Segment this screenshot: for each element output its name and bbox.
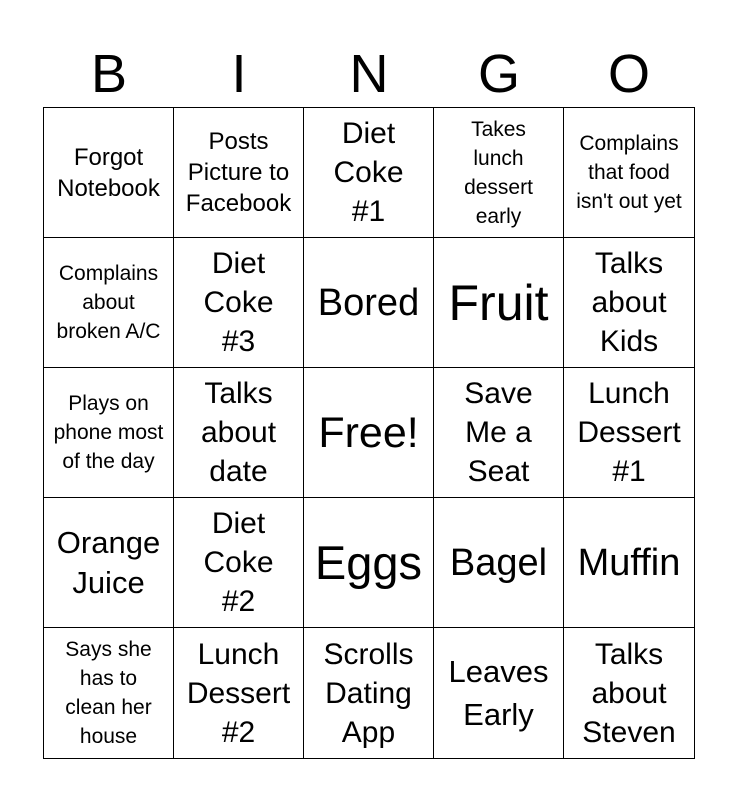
cell-text: Talks about date	[200, 377, 277, 488]
cell-text: Fruit	[448, 274, 549, 331]
cell-text: Muffin	[577, 541, 681, 584]
bingo-cell[interactable]	[174, 108, 304, 238]
cell-text: Complains that food isn't out yet	[576, 132, 682, 213]
bingo-cell[interactable]	[564, 498, 694, 628]
bingo-cell[interactable]	[304, 108, 434, 238]
bingo-cell[interactable]	[434, 498, 564, 628]
cell-text: Complains about broken A/C	[56, 262, 161, 343]
bingo-cell free-cell[interactable]	[304, 368, 434, 498]
cell-text: Eggs	[314, 535, 423, 589]
bingo-cell[interactable]	[174, 368, 304, 498]
cell-text: Talks about Steven	[582, 637, 676, 749]
cell-text: Diet Coke #3	[203, 247, 274, 358]
bingo-cell[interactable]	[434, 368, 564, 498]
cell-text: Talks about Kids	[591, 247, 667, 358]
cell-text: Orange Juice	[56, 524, 161, 600]
bingo-cell[interactable]	[564, 238, 694, 368]
bingo-cell[interactable]	[434, 238, 564, 368]
bingo-header	[44, 40, 694, 108]
bingo-cell[interactable]	[174, 498, 304, 628]
bingo-cell[interactable]	[174, 628, 304, 758]
bingo-cell[interactable]	[44, 368, 174, 498]
cell-text: Free!	[318, 408, 419, 457]
bingo-cell[interactable]	[44, 498, 174, 628]
bingo-cell[interactable]	[304, 628, 434, 758]
cell-text: Save Me a Seat	[464, 377, 533, 488]
bingo-cell[interactable]	[304, 238, 434, 368]
cell-text: Takes lunch dessert early	[464, 117, 533, 228]
bingo-cell[interactable]	[564, 628, 694, 758]
cell-text: Lunch Dessert #2	[186, 637, 291, 749]
cell-text: Diet Coke #1	[333, 117, 404, 228]
bingo-cell[interactable]	[174, 238, 304, 368]
cell-text: Bored	[317, 281, 420, 324]
cell-text: Scrolls Dating App	[323, 637, 414, 749]
bingo-cell[interactable]	[44, 238, 174, 368]
cell-text: Says she has to clean her house	[65, 638, 152, 748]
header-letter-b: B	[90, 44, 128, 104]
bingo-cell[interactable]	[564, 368, 694, 498]
cell-text: Lunch Dessert #1	[577, 377, 681, 488]
bingo-cell[interactable]	[44, 108, 174, 238]
header-letter-i: I	[231, 44, 247, 104]
header-letter-o: O	[607, 44, 650, 104]
bingo-cell[interactable]	[434, 628, 564, 758]
bingo-cell[interactable]	[564, 108, 694, 238]
bingo-grid	[43, 107, 695, 759]
bingo-cell[interactable]	[304, 498, 434, 628]
cell-text: Leaves Early	[448, 654, 549, 732]
cell-text: Diet Coke #2	[203, 507, 274, 618]
cell-text: Posts Picture to Facebook	[185, 128, 292, 217]
header-letter-n: N	[349, 44, 389, 104]
cell-text: Bagel	[449, 541, 548, 584]
header-letter-g: G	[477, 44, 520, 104]
bingo-cell[interactable]	[434, 108, 564, 238]
cell-text: Plays on phone most of the day	[53, 392, 164, 473]
cell-text: Forgot Notebook	[57, 143, 160, 202]
bingo-cell[interactable]	[44, 628, 174, 758]
